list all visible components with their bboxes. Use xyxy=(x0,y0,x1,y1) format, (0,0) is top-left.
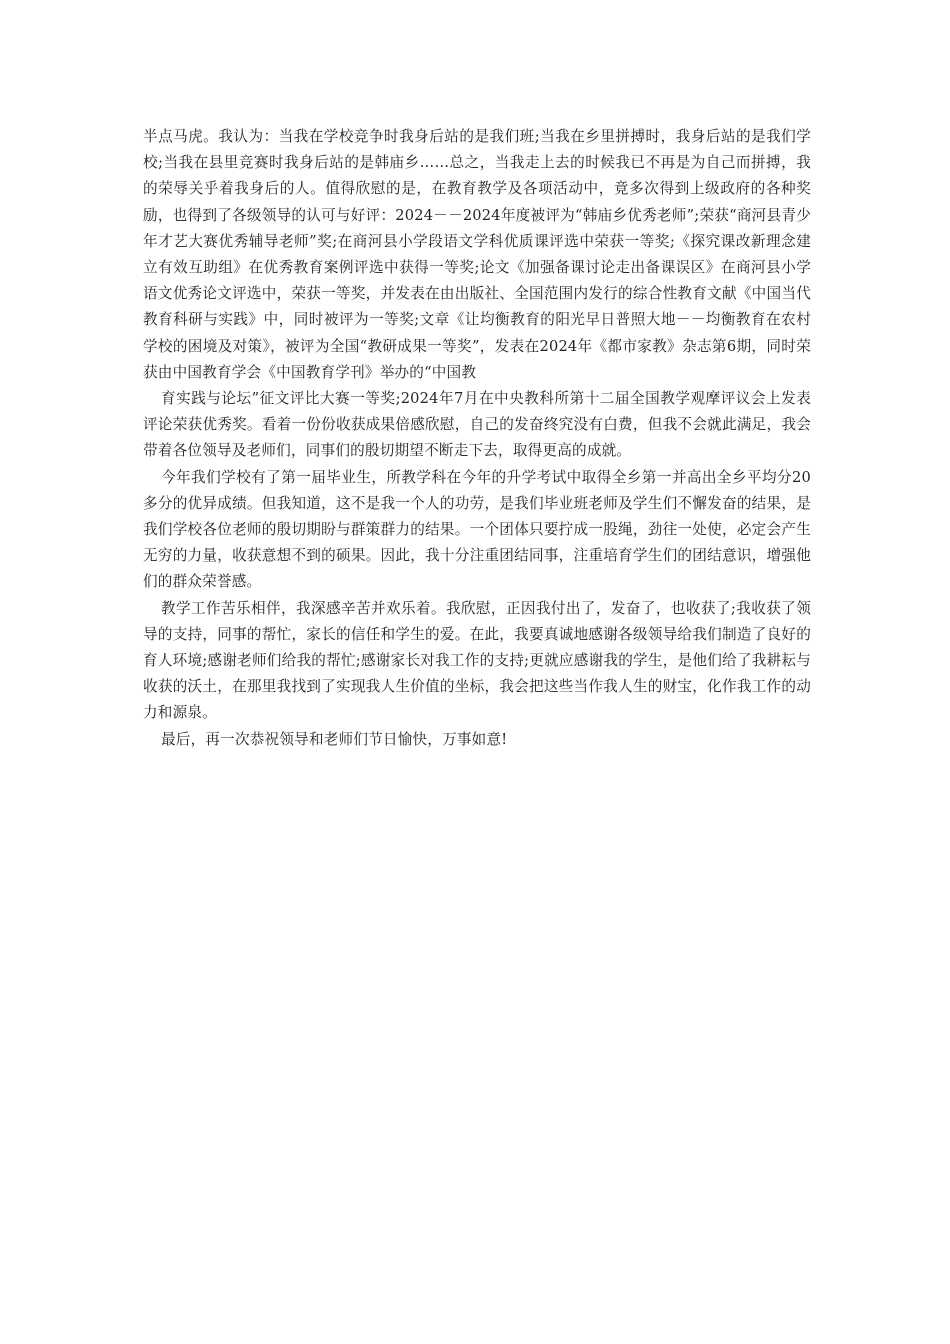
paragraph-closing: 最后，再一次恭祝领导和老师们节日愉快，万事如意! xyxy=(161,730,508,748)
document-body xyxy=(143,124,811,753)
paragraph-awards: 半点马虎。我认为：当我在学校竞争时我身后站的是我们班;当我在乡里拼搏时，我身后站的是我们学校;当我在县里竞赛时我身后站的是韩庙乡……总之，当我走上去的时候我已不再是为自己而拼搏，我的荣辱关乎着我身后的人。值得欣慰的是，在教育教学及各项活动中，竟多次得到上级政府的各种奖励，也得到了各级领导的认可与好评：2024－－2024年度被评为“韩庙乡优秀老师”;荣获“商河县青少年才艺大赛优秀辅导老师”奖;在商河县小学段语文学科优质课评选中荣获一等奖;《探究课改新理念建立有效互助组》在优秀教育案例评选中获得一等奖;论文《加强备课讨论走出备课误区》在商河县小学语文优秀论文评选中，荣获一等奖，并发表在由出版社、全国范围内发行的综合性教育文献《中国当代教育科研与实践》中，同时被评为一等奖;文章《让均衡教育的阳光早日普照大地－－均衡教育在农村学校的困境及对策》，被评为全国“教研成果一等奖”，发表在2024年《都市家教》杂志第6期，同时荣获由中国教育学会《中国教育学刊》举办的“中国教 xyxy=(143,128,811,381)
paragraph-graduates: 今年我们学校有了第一届毕业生，所教学科在今年的升学考试中取得全乡第一并高出全乡平均分20多分的优异成绩。但我知道，这不是我一个人的功劳，是我们毕业班老师及学生们不懈发奋的结果，是我们学校各位老师的殷切期盼与群策群力的结果。一个团体只要拧成一股绳，劲往一处使，必定会产生无穷的力量，收获意想不到的硕果。因此，我十分注重团结同事，注重培育学生们的团结意识，增强他们的群众荣誉感。 xyxy=(143,468,811,591)
paragraph-awards-continued: 育实践与论坛”征文评比大赛一等奖;2024年7月在中央教科所第十二届全国教学观摩评议会上发表评论荣获优秀奖。看着一份份收获成果倍感欣慰，自己的发奋终究没有白费，但我不会就此满足，我会带着各位领导及老师们，同事们的殷切期望不断走下去，取得更高的成就。 xyxy=(143,390,811,460)
paragraph-gratitude: 教学工作苦乐相伴，我深感辛苦并欢乐着。我欣慰，正因我付出了，发奋了，也收获了;我收获了领导的支持，同事的帮忙，家长的信任和学生的爱。在此，我要真诚地感谢各级领导给我们制造了良好的育人环境;感谢老师们给我的帮忙;感谢家长对我工作的支持;更就应感谢我的学生，是他们给了我耕耘与收获的沃土，在那里我找到了实现我人生价值的坐标，我会把这些当作我人生的财宝，化作我工作的动力和源泉。 xyxy=(143,599,811,722)
